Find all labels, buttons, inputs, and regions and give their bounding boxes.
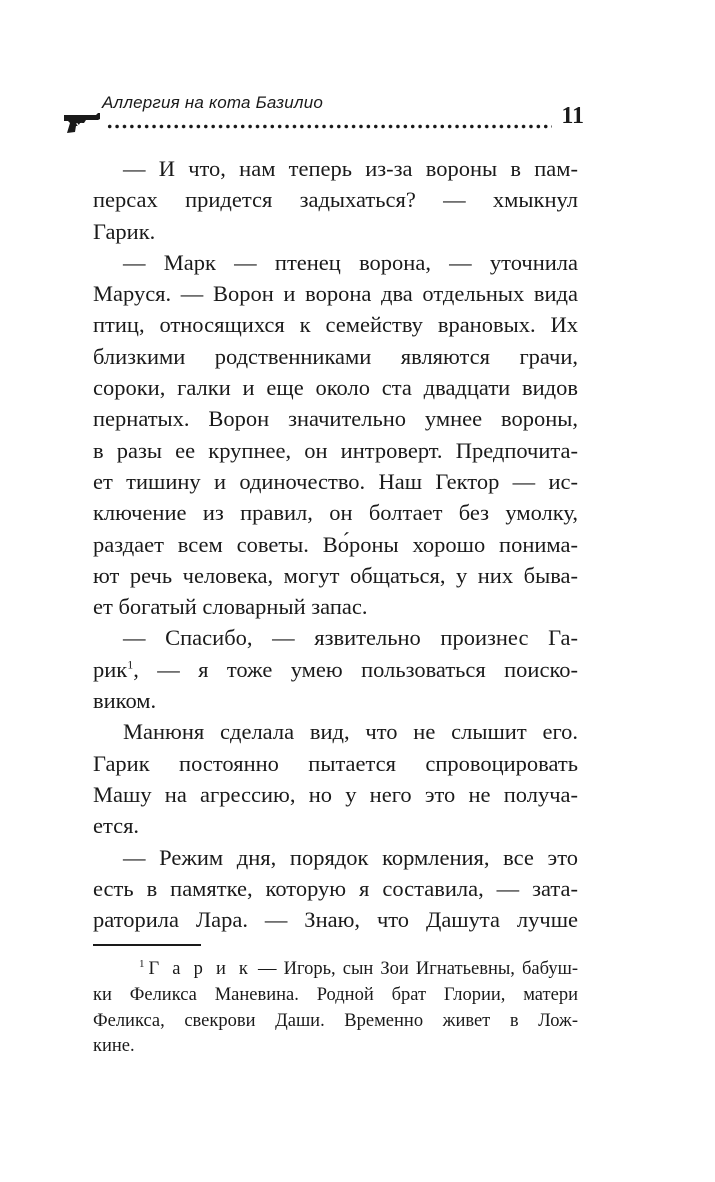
text-line: раторила Лара. — Знаю, что Дашута лучше — [93, 907, 578, 933]
text-fragment: рик — [93, 656, 128, 682]
footnote-text: — Игорь, сын Зои Игнатьевны, бабуш- — [250, 959, 578, 979]
text-line: ет тишину и одиночество. Наш Гектор — ис- — [93, 468, 578, 494]
text-line: Гарик. — [93, 218, 156, 244]
footnote — [93, 957, 578, 1060]
text-line: близкими родственниками являются грачи, — [93, 343, 578, 369]
text-line: — Спасибо, — язвительно произнес Га- — [123, 625, 578, 651]
text-line: виком. — [93, 688, 157, 714]
page-number: 11 — [561, 103, 584, 129]
text-line: пернатых. Ворон значительно умнее вороны, — [93, 406, 578, 432]
footnote-line: ки Феликса Маневина. Родной брат Глории, матери — [93, 984, 578, 1005]
text-line: птиц, относящихся к семейству врановых. Их — [93, 312, 578, 338]
text-line: ет богатый словарный запас. — [93, 594, 368, 620]
text-line: раздает всем советы. Во́роны хорошо понима- — [93, 531, 578, 557]
text-fragment: , — я тоже умею пользоваться поиско- — [133, 656, 578, 682]
book-title: Аллергия на кота Базилио — [102, 93, 324, 112]
leader-dots — [106, 124, 552, 129]
text-line: сороки, галки и еще около ста двадцати видов — [93, 375, 578, 401]
main-text — [93, 153, 578, 935]
footnote-name: Г а р и к — [148, 959, 251, 979]
footnote-reference[interactable]: 1 — [127, 657, 134, 672]
text-line: Машу на агрессию, но у него это не получа- — [93, 781, 578, 807]
footnote-line — [93, 957, 578, 983]
text-line: ется. — [93, 813, 140, 839]
footnote-line: Феликса, свекрови Даши. Временно живет в Лож- — [93, 1010, 578, 1031]
text-line: в разы ее крупнее, он интроверт. Предпочита- — [93, 437, 578, 463]
revolver-icon — [62, 112, 102, 134]
text-line-with-footnote — [93, 654, 578, 685]
text-line: — Режим дня, порядок кормления, все это — [123, 844, 578, 870]
text-line: персах придется задыхаться? — хмыкнул — [93, 187, 578, 213]
text-line: Гарик постоянно пытается спровоцировать — [93, 750, 578, 776]
running-header — [62, 93, 584, 137]
footnote-divider — [93, 944, 201, 946]
footnote-marker: 1 — [139, 957, 145, 970]
text-line: Маруся. — Ворон и ворона два отдельных вида — [93, 281, 578, 307]
text-line: — И что, нам теперь из-за вороны в пам- — [123, 156, 578, 181]
text-line: ют речь человека, могут общаться, у них быва- — [93, 562, 578, 588]
footnote-line: кине. — [93, 1036, 135, 1057]
text-line: есть в памятке, которую я составила, — зата- — [93, 875, 578, 901]
text-line: ключение из правил, он болтает без умолку, — [93, 500, 578, 526]
text-line: Манюня сделала вид, что не слышит его. — [123, 719, 578, 745]
text-line: — Марк — птенец ворона, — уточнила — [123, 249, 578, 275]
